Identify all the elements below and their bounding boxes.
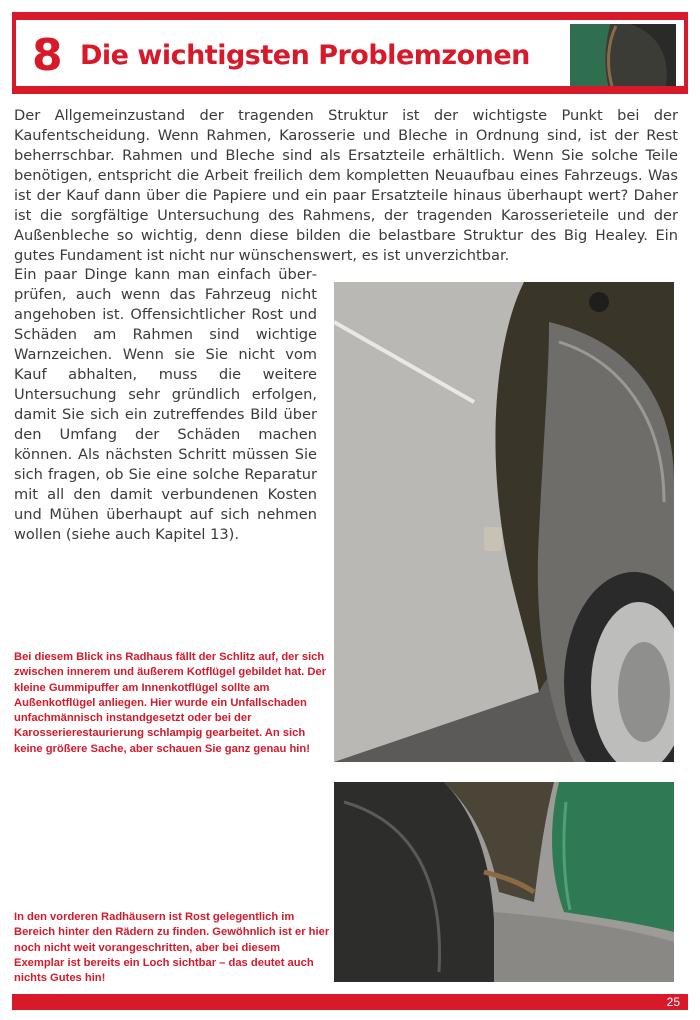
page-footer-bar bbox=[12, 994, 688, 1010]
chapter-header bbox=[12, 12, 688, 94]
chapter-number: 8 bbox=[32, 30, 63, 81]
body-paragraph: Ein paar Dinge kann man einfach überprüfen, auch wenn das Fahrzeug nicht angehoben ist. Offensichtlicher Rost und Schäden am Rahmen sind wichtige Warnzeichen. Wenn sie Sie nicht vom Kauf abhalten, muss die weitere Untersuchung sehr gründlich erfolgen, damit Sie sich ein zutreffendes Bild über den Umfang der Schäden machen können. Als nächsten Schritt müssen Sie sich fragen, ob Sie eine solche Reparatur mit all den damit verbundenen Kosten und Mühen überhaupt auf sich nehmen wollen (siehe auch Kapitel 13). bbox=[14, 266, 317, 543]
rust-photo bbox=[334, 782, 674, 982]
wheel-arch-photo bbox=[334, 282, 674, 762]
photo-caption-2: In den vorderen Radhäusern ist Rost gelegentlich im Bereich hinter den Rädern zu finden. Gewöhnlich ist er hier noch nicht weit vorangeschritten, aber bei diesem Exemplar ist bereits ein Loch sichtbar – das deutet auch nichts Gutes hin! bbox=[14, 911, 330, 985]
chapter-title: Die wichtigsten Problemzonen bbox=[80, 40, 530, 71]
intro-paragraph: Der Allgemeinzustand der tragenden Struktur ist der wichtigste Punkt bei der Kaufentscheidung. Wenn Rahmen, Karosserie und Bleche in Ordnung sind, ist der Rest beherrschbar. Rahmen und Bleche sind als Ersatzteile erhältlich. Wenn Sie solche Teile benötigen, entspricht die Arbeit freilich dem kompletten Neuaufbau eines Fahrzeugs. Was ist der Kauf dann über die Papiere und ein paar Ersatzteile hinaus überhaupt wert? Daher ist die sorgfältige Untersuchung des Rahmens, der tragenden Karosserieteile und der Außenbleche so wichtig, denn diese bilden die belastbare Struktur des Big Healey. Ein gutes Fundament ist nicht nur wünschenswert, es ist unverzichtbar. bbox=[14, 107, 678, 264]
header-thumbnail-photo bbox=[570, 24, 676, 86]
page-number: 25 bbox=[666, 995, 680, 1009]
photo-caption-1: Bei diesem Blick ins Radhaus fällt der Schlitz auf, der sich zwischen innerem und äußerem Kotflügel gebildet hat. Der kleine Gummipuffer am Innenkotflügel sollte am Außenkotflügel anliegen. Hier wurde ein Unfallschaden unfachmännisch instandgesetzt oder bei der Karosserierestaurierung schlampig gearbeitet. An sich keine größere Sache, aber schauen Sie ganz genau hin! bbox=[14, 651, 327, 755]
